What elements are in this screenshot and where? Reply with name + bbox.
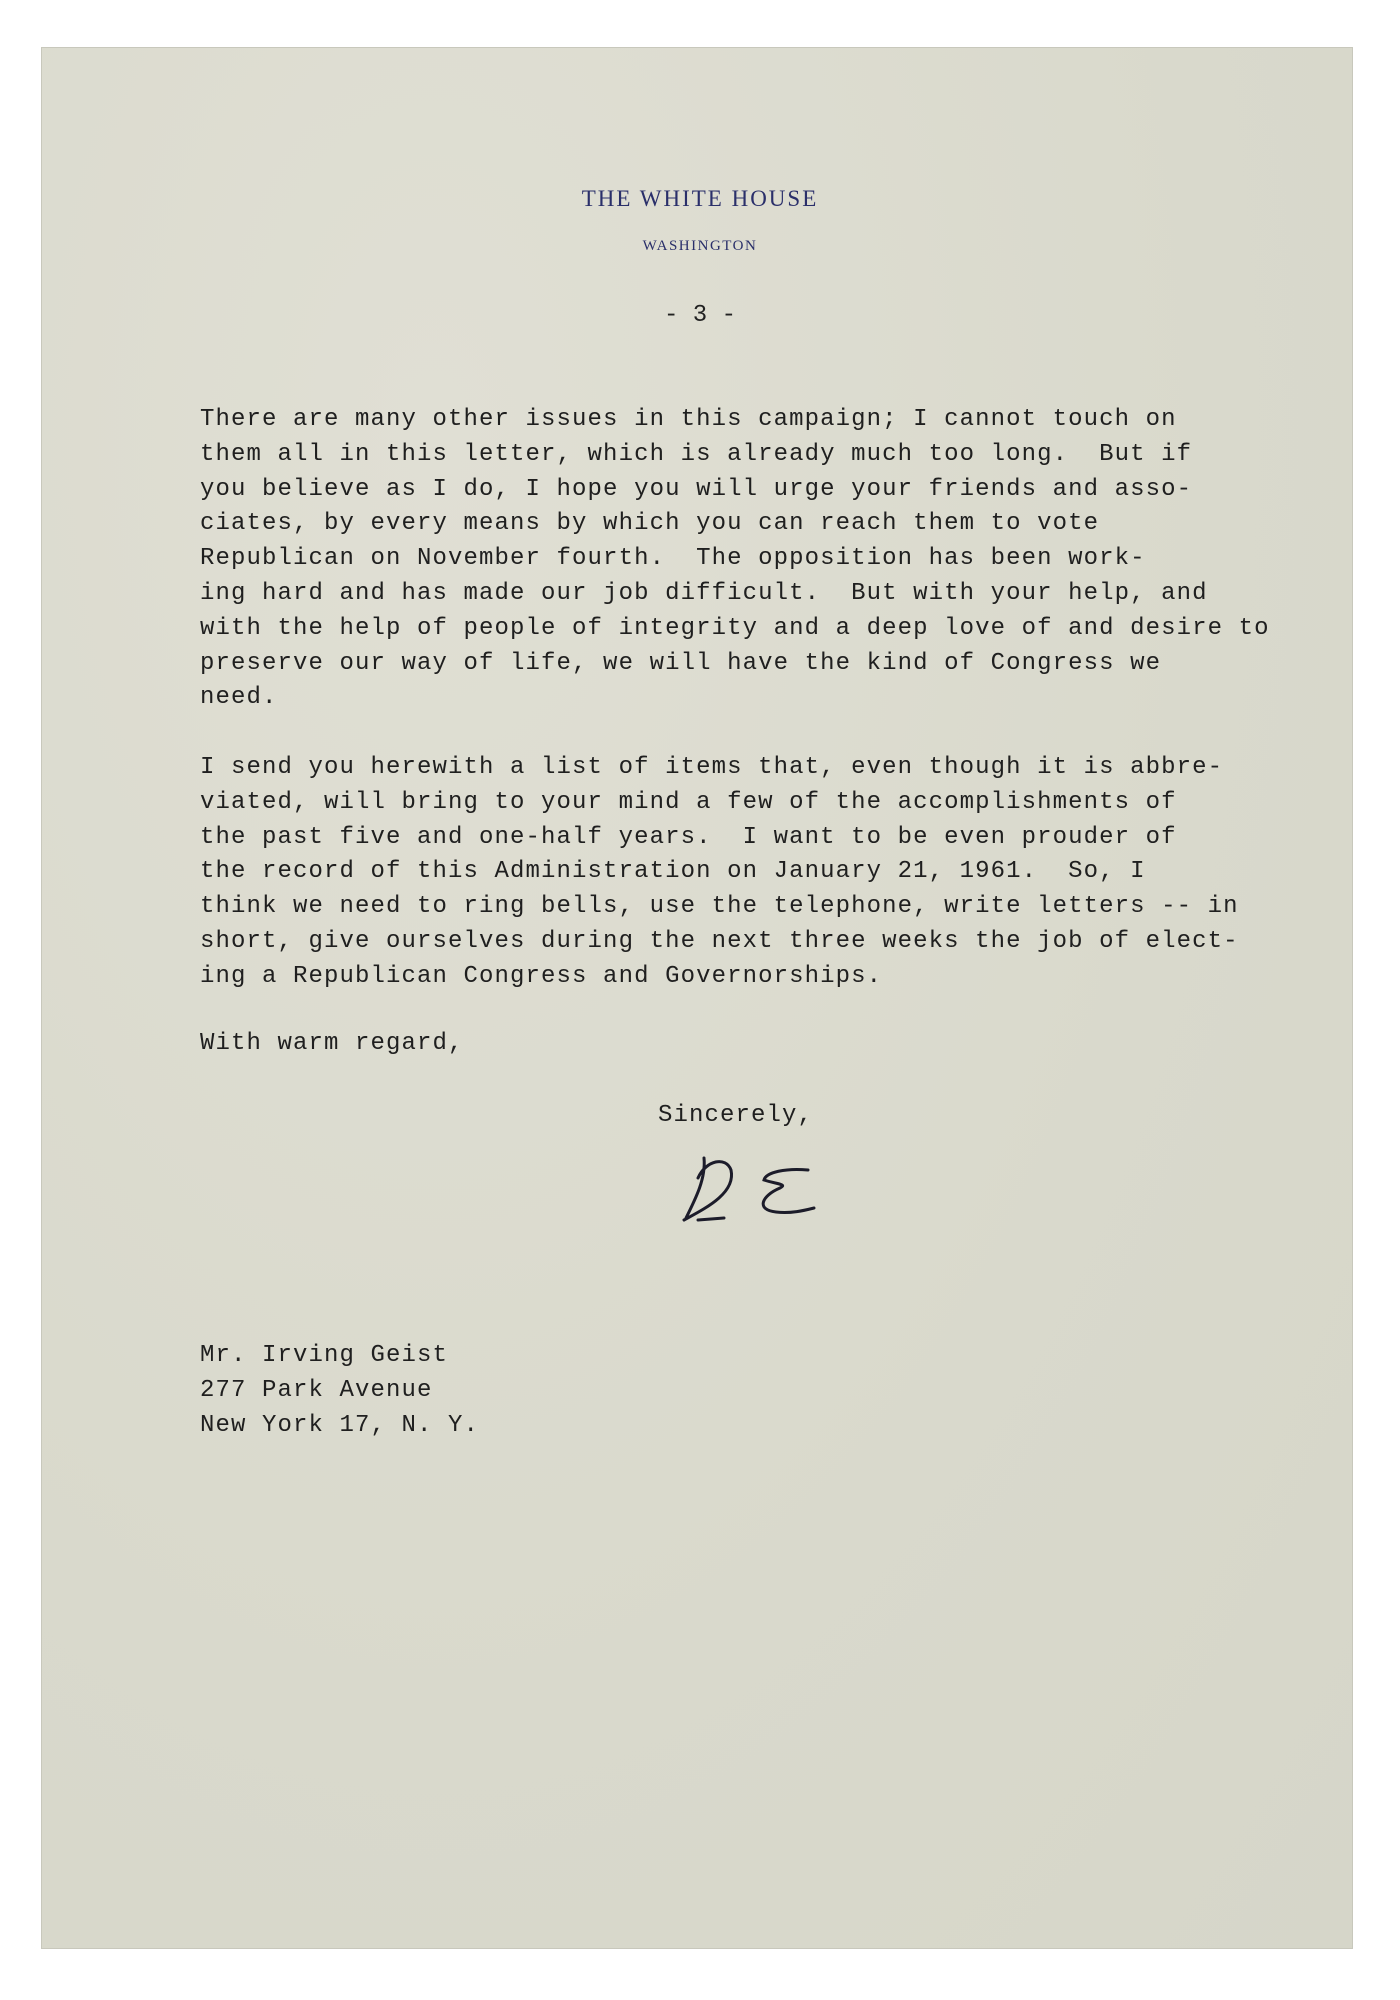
- recipient-city: New York 17, N. Y.: [200, 1411, 480, 1439]
- paragraph-2: [200, 751, 1239, 995]
- text-line: the past five and one-half years. I want to be even prouder of: [200, 823, 1177, 851]
- text-line: viated, will bring to your mind a few of the accomplishments of: [200, 788, 1177, 816]
- paragraph-1: [200, 403, 1270, 716]
- signature: [676, 1148, 826, 1228]
- page-number: - 3 -: [663, 302, 736, 329]
- text-line: Republican on November fourth. The opposition has been work-: [200, 545, 1146, 573]
- text-line: the record of this Administration on January 21, 1961. So, I: [200, 858, 1146, 886]
- recipient-address: [200, 1339, 479, 1443]
- text-line: need.: [200, 684, 278, 712]
- closing: Sincerely,: [658, 1102, 814, 1129]
- text-line: I send you herewith a list of items that, even though it is abbre-: [200, 754, 1224, 781]
- text-line: ing a Republican Congress and Governorships.: [200, 962, 883, 990]
- text-line: ing hard and has made our job difficult. But with your help, and: [200, 579, 1208, 607]
- letterhead-city: WASHINGTON: [642, 238, 758, 254]
- text-line: you believe as I do, I hope you will urge your friends and asso-: [200, 475, 1193, 503]
- text-line: ciates, by every means by which you can reach them to vote: [200, 510, 1100, 538]
- letterhead-title: THE WHITE HOUSE: [581, 186, 819, 211]
- text-line: them all in this letter, which is already much too long. But if: [200, 440, 1193, 468]
- text-line: short, give ourselves during the next three weeks the job of elect-: [200, 927, 1239, 955]
- text-line: think we need to ring bells, use the telephone, write letters -- in: [200, 893, 1239, 921]
- recipient-street: 277 Park Avenue: [200, 1376, 433, 1404]
- salutation: With warm regard,: [200, 1030, 464, 1057]
- text-line: There are many other issues in this campaign; I cannot touch on: [200, 406, 1177, 433]
- letter-paper: [42, 48, 1352, 1948]
- text-line: with the help of people of integrity and a deep love of and desire to: [200, 614, 1270, 642]
- recipient-name: Mr. Irving Geist: [200, 1342, 449, 1369]
- text-line: preserve our way of life, we will have the kind of Congress we: [200, 649, 1162, 677]
